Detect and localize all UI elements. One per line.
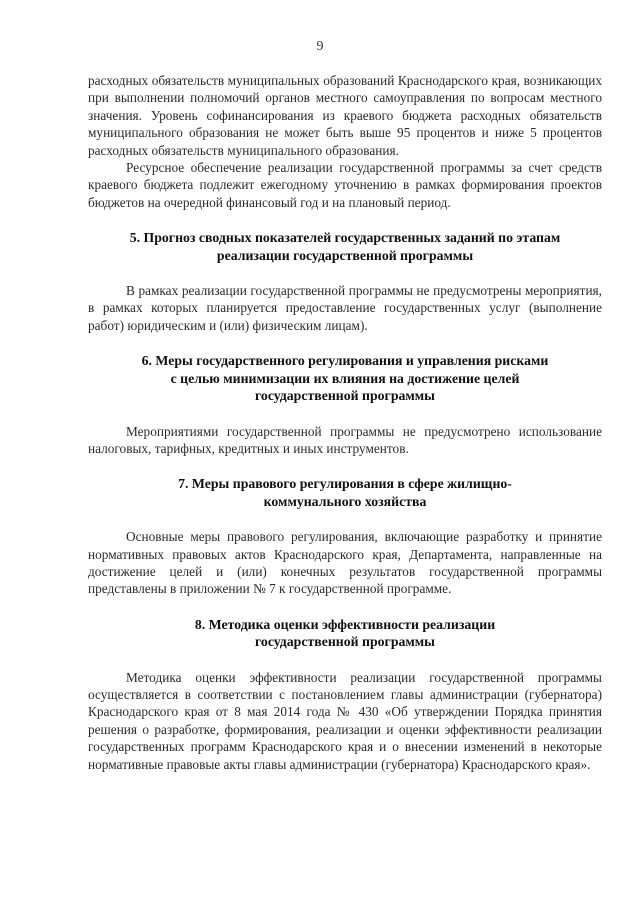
section-8-title [88,616,602,651]
section-6-body: Мероприятиями государственной программы не предусмотрено использование налоговых, тарифных, кредитных и иных инструментов. [88,423,602,456]
section-6-title-line-2: с целью минимизации их влияния на достижение целей [170,370,520,386]
section-7-body: Основные меры правового регулирования, включающие разработку и принятие нормативных правовых актов Краснодарского края, Департамента, направленные на достижение целей и (или) конечных результатов государственной программы представлены в приложении № 7 к государственной программе. [88,529,602,597]
section-8-body: Методика оценки эффективности реализации государственной программы осуществляется в соответствии с постановлением главы администрации (губернатора) Краснодарского края от 8 мая 2014 года № 430 «Об утверждении Порядка принятия решения о разработке, формирования, реализации и оценки эффективности реализации государственных программ Краснодарского края и о внесении изменений в некоторые нормативные правовые акты главы администрации (губернатора) Краснодарского края». [88,669,602,772]
section-8 [88,616,602,773]
section-7-title [88,475,602,510]
section-6-title-line-1: 6. Меры государственного регулирования и управления рисками [141,353,549,369]
document-body [88,72,602,773]
section-6-title-line-3: государственной программы [255,388,435,404]
section-7-title-line-1: 7. Меры правового регулирования в сфере жилищно- [178,476,512,492]
section-8-title-line-1: 8. Методика оценки эффективности реализации [194,616,496,632]
section-5-title-line-2: реализации государственной программы [216,247,474,263]
section-8-title-line-2: государственной программы [255,634,435,650]
intro-paragraph-1: расходных обязательств муниципальных образований Краснодарского края, возникающих при выполнении полномочий органов местного самоуправления по вопросам местного значения. Уровень софинансирования из краевого бюджета расходных обязательств муниципального образования не может быть выше 95 процентов и ниже 5 процентов расходных обязательств муниципального образования. [88,73,602,158]
section-5-body: В рамках реализации государственной программы не предусмотрены мероприятия, в рамках которых планируется предоставление государственных услуг (выполнение работ) юридическим и (или) физическим лицам). [88,283,602,333]
section-5-title-line-1: 5. Прогноз сводных показателей государственных заданий по этапам [129,230,561,246]
section-6 [88,352,602,457]
section-5-title [88,229,602,264]
intro-paragraph-2: Ресурсное обеспечение реализации государственной программы за счет средств краевого бюджета подлежит ежегодному уточнению в рамках формирования проектов бюджетов на очередной финансовый год и на плановый период. [88,160,602,210]
section-7-title-line-2: коммунального хозяйства [263,493,427,509]
section-7 [88,475,602,597]
section-6-title [88,352,602,404]
page-number: 9 [316,39,324,54]
section-5 [88,229,602,334]
